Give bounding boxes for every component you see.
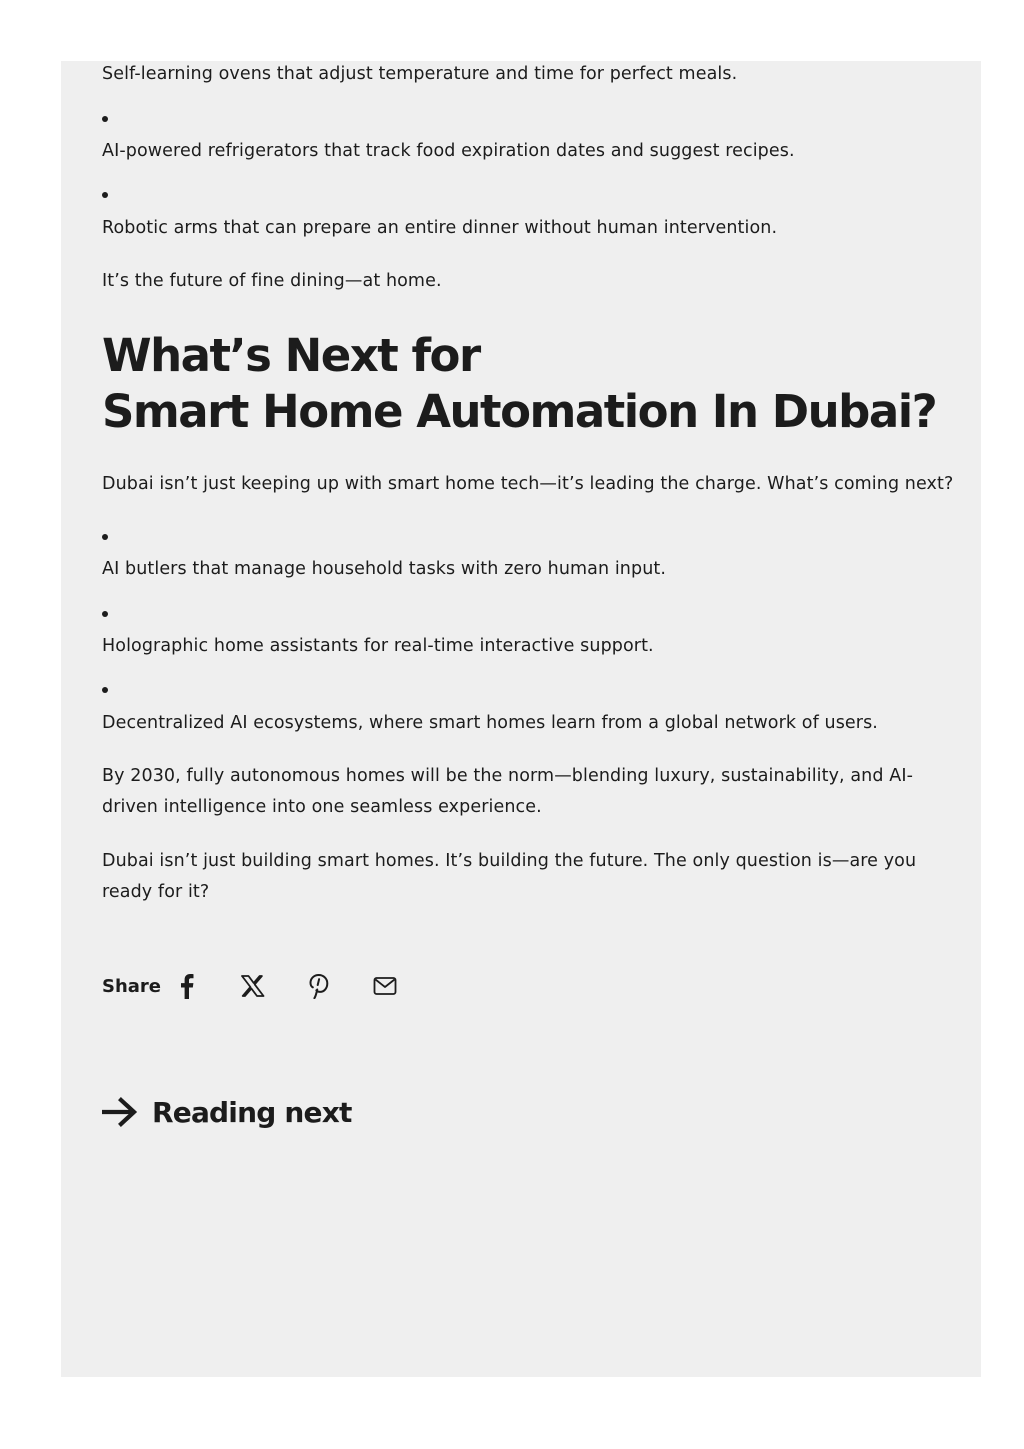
paragraph: It’s the future of fine dining—at home. xyxy=(102,271,442,291)
list-bullet xyxy=(102,116,108,122)
arrow-right-icon xyxy=(102,1097,138,1127)
section-heading-line-2: Smart Home Automation In Dubai? xyxy=(102,385,937,438)
share-email-button[interactable] xyxy=(359,966,411,1006)
list-bullet xyxy=(102,192,108,198)
list-item-text: AI butlers that manage household tasks with zero human input. xyxy=(102,559,667,579)
intro-paragraph: Dubai isn’t just keeping up with smart home tech—it’s leading the charge. What’s coming next? xyxy=(102,474,954,494)
list-item-text: AI-powered refrigerators that track food expiration dates and suggest recipes. xyxy=(102,141,795,161)
share-bar xyxy=(102,966,425,1006)
list-bullet xyxy=(102,534,108,540)
x-icon xyxy=(241,975,265,997)
section-heading xyxy=(102,328,936,440)
share-facebook-button[interactable] xyxy=(161,966,213,1006)
list-item-text: Decentralized AI ecosystems, where smart homes learn from a global network of users. xyxy=(102,713,878,733)
pinterest-icon xyxy=(309,973,329,999)
share-pinterest-button[interactable] xyxy=(293,966,345,1006)
reading-next-heading xyxy=(102,1090,352,1134)
reading-next-label: Reading next xyxy=(152,1095,352,1129)
paragraph: By 2030, fully autonomous homes will be the norm—blending luxury, sustainability, and AI-driven intelligence into one seamless experience. xyxy=(102,766,913,817)
closing-paragraph: Dubai isn’t just building smart homes. It’s building the future. The only question is—are you ready for it? xyxy=(102,851,917,902)
list-item-text: Self-learning ovens that adjust temperature and time for perfect meals. xyxy=(102,64,738,84)
list-item-text: Holographic home assistants for real-time interactive support. xyxy=(102,636,654,656)
facebook-icon xyxy=(180,973,194,999)
list-item-text: Robotic arms that can prepare an entire dinner without human intervention. xyxy=(102,218,778,238)
email-icon xyxy=(373,976,397,996)
share-x-button[interactable] xyxy=(227,966,279,1006)
section-heading-line-1: What’s Next for xyxy=(102,329,480,382)
share-label: Share xyxy=(102,975,162,997)
list-bullet xyxy=(102,687,108,693)
list-bullet xyxy=(102,611,108,617)
